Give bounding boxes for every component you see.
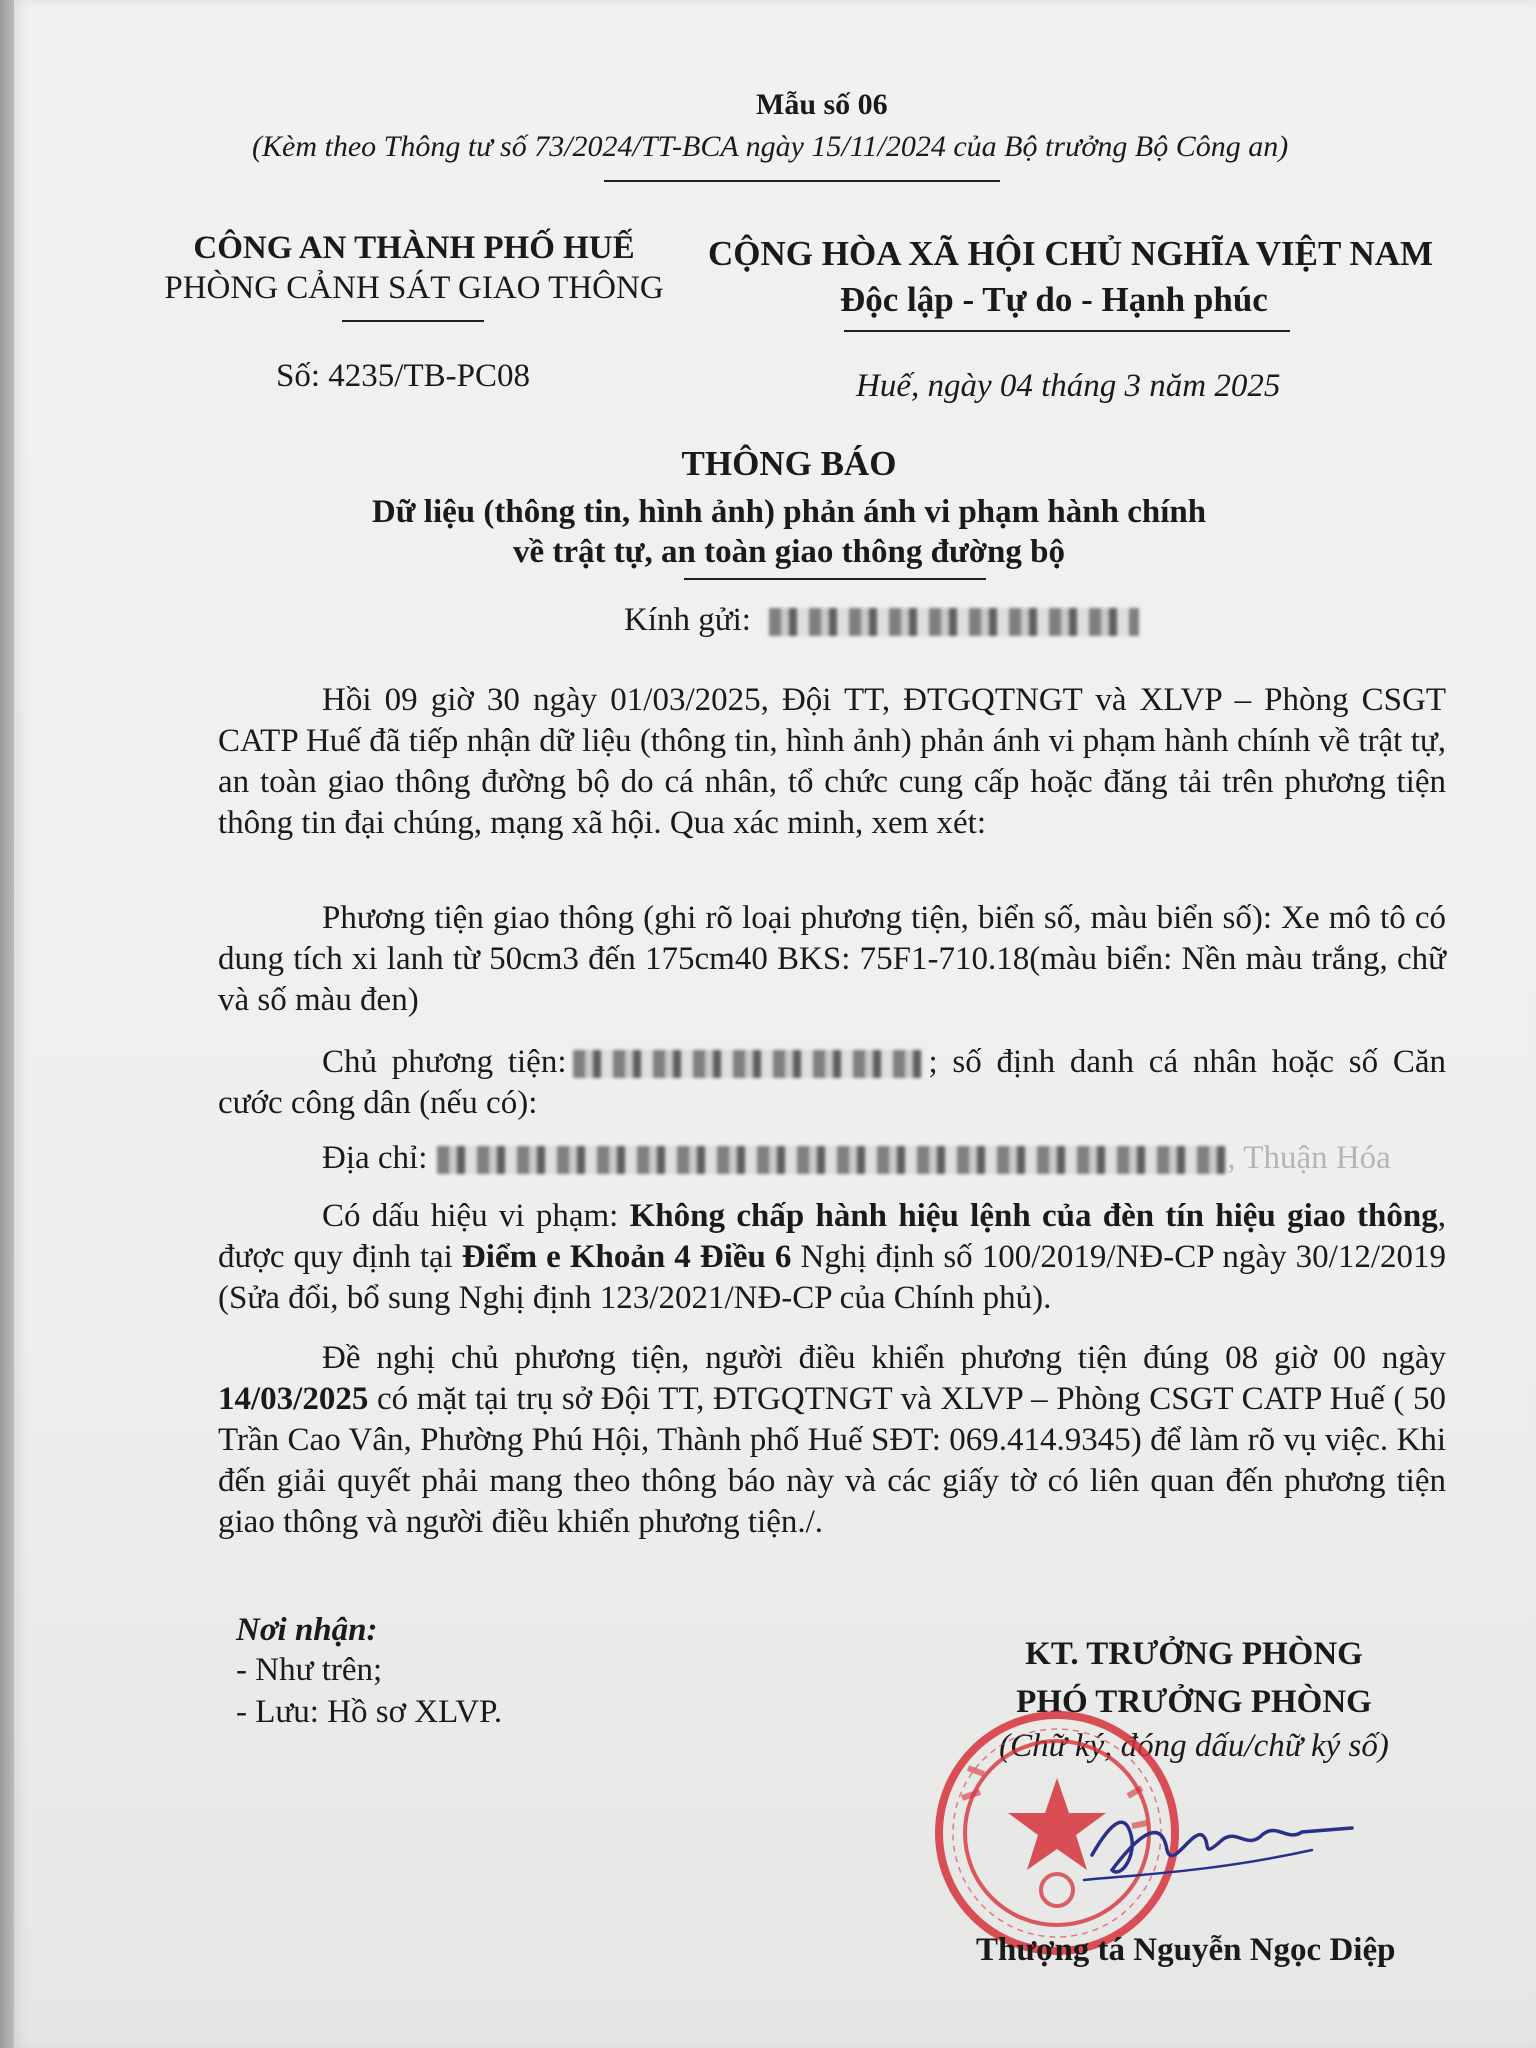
paragraph-address [218, 1138, 1446, 1179]
address-tail: , Thuận Hóa [1227, 1140, 1391, 1176]
signer-name: Thượng tá Nguyễn Ngọc Diệp [976, 1932, 1396, 1968]
body-violation [218, 1196, 1446, 1319]
paragraph-owner [218, 1042, 1446, 1124]
body-paragraph-1 [218, 680, 1446, 844]
address-label: Địa chỉ: [322, 1140, 428, 1176]
violation-clause: Điểm e Khoản 4 Điều 6 [461, 1239, 792, 1275]
notice-subtitle-2: về trật tự, an toàn giao thông đường bộ [512, 534, 1065, 570]
issuer-department: PHÒNG CẢNH SÁT GIAO THÔNG [164, 270, 664, 306]
header-rule [604, 180, 1000, 182]
redacted-address [437, 1146, 1227, 1174]
recipient-label: Kính gửi: [624, 602, 751, 638]
paragraph-vehicle: Phương tiện giao thông (ghi rõ loại phương tiện, biển số, màu biển số): Xe mô tô có dung tích xi lanh từ 50cm3 đến 175cm40 BKS: 75F1-710.18(màu biển: Nền màu trắng, chữ và số màu đen) [218, 900, 1446, 1018]
notice-subtitle-1: Dữ liệu (thông tin, hình ảnh) phản ánh vi phạm hành chính [371, 494, 1207, 530]
signature-line-1: KT. TRƯỞNG PHÒNG [1025, 1636, 1363, 1672]
paragraph-receipt: Hồi 09 giờ 30 ngày 01/03/2025, Đội TT, ĐTGQTNGT và XLVP – Phòng CSGT CATP Huế đã tiếp nhận dữ liệu (thông tin, hình ảnh) phản ánh vi phạm hành chính về trật tự, an toàn giao thông đường bộ do cá nhân, tổ chức cung cấp hoặc đăng tải trên phương tiện thông tin đại chúng, mạng xã hội. Qua xác minh, xem xét: [218, 682, 1446, 841]
document-page [14, 0, 1536, 2048]
issuer-rule [342, 320, 484, 322]
body-request [218, 1338, 1446, 1543]
body-vehicle [218, 898, 1446, 1021]
place-date: Huế, ngày 04 tháng 3 năm 2025 [856, 368, 1281, 404]
paragraph-request [218, 1338, 1446, 1543]
issuer-agency: CÔNG AN THÀNH PHỐ HUẾ [193, 230, 635, 266]
signature-line-2: PHÓ TRƯỞNG PHÒNG [1016, 1684, 1372, 1720]
body-owner [218, 1042, 1446, 1124]
request-date: 14/03/2025 [218, 1381, 369, 1417]
recipient-line [624, 602, 1139, 639]
redacted-owner [573, 1050, 923, 1078]
owner-label: Chủ phương tiện: [322, 1044, 567, 1080]
request-lead: Đề nghị chủ phương tiện, người điều khiển phương tiện đúng 08 giờ 00 ngày [322, 1340, 1446, 1376]
distribution-item-1: - Như trên; [236, 1652, 383, 1688]
motto-rule [844, 330, 1290, 332]
title-rule [684, 578, 986, 580]
body-address [218, 1138, 1446, 1179]
request-tail: có mặt tại trụ sở Đội TT, ĐTGQTNGT và XLVP – Phòng CSGT CATP Huế ( 50 Trần Cao Vân, Phường Phú Hội, Thành phố Huế SĐT: 069.414.9345) để làm rõ vụ việc. Khi đến giải quyết phải mang theo thông báo này và các giấy tờ có liên quan đến phương tiện giao thông và người điều khiển phương tiện./. [218, 1381, 1446, 1540]
violation-tail: Nghị định số 100/2019/NĐ-CP ngày 30/12/2019 (Sửa đổi, bổ sung Nghị định 123/2021/NĐ-CP của Chính phủ). [218, 1239, 1446, 1316]
distribution-item-2: - Lưu: Hồ sơ XLVP. [236, 1694, 503, 1730]
paragraph-violation [218, 1196, 1446, 1319]
violation-bold: Không chấp hành hiệu lệnh của đèn tín hiệu giao thông [629, 1198, 1438, 1234]
signature-note: (Chữ ký, đóng dấu/chữ ký số) [999, 1728, 1389, 1764]
nation-title: CỘNG HÒA XÃ HỘI CHỦ NGHĨA VIỆT NAM [708, 234, 1434, 273]
distribution-title: Nơi nhận: [236, 1612, 378, 1648]
violation-mid: , được quy định tại [218, 1198, 1446, 1275]
violation-lead: Có dấu hiệu vi phạm: [322, 1198, 630, 1234]
document-number: Số: 4235/TB-PC08 [276, 358, 530, 394]
owner-suffix: ; số định danh cá nhân hoặc số Căn cước công dân (nếu có): [218, 1044, 1447, 1121]
redacted-recipient [769, 608, 1139, 636]
signature-scribble [1072, 1780, 1362, 1900]
nation-motto: Độc lập - Tự do - Hạnh phúc [840, 280, 1268, 319]
form-reference: (Kèm theo Thông tư số 73/2024/TT-BCA ngày 15/11/2024 của Bộ trưởng Bộ Công an) [252, 130, 1289, 163]
notice-title: THÔNG BÁO [681, 444, 897, 483]
form-number: Mẫu số 06 [756, 88, 888, 121]
